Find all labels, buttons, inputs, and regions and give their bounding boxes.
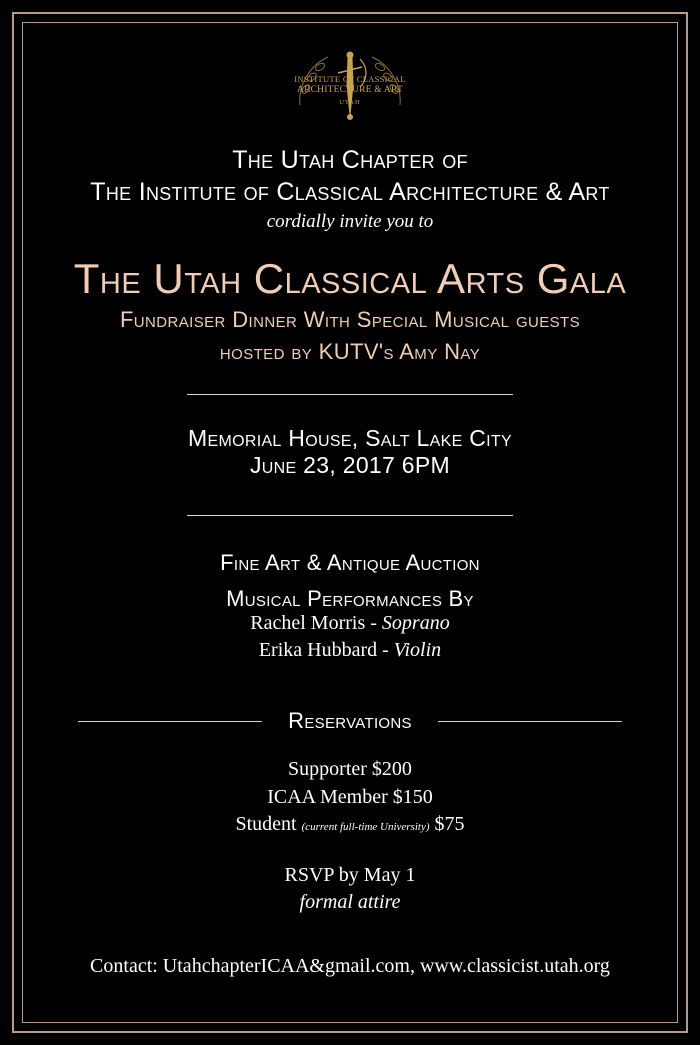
logo-emblem-icon xyxy=(290,45,410,123)
performer-1 xyxy=(0,612,700,635)
reservations-line-right xyxy=(438,721,622,722)
divider-1 xyxy=(187,394,513,395)
event-date: June 23, 2017 6PM xyxy=(250,452,450,478)
icaa-logo xyxy=(290,45,410,123)
performer-1-role: Soprano xyxy=(381,612,450,634)
rsvp-text: RSVP by May 1 xyxy=(284,864,416,886)
header-line1: The Utah Chapter of xyxy=(232,146,468,174)
header-line2: The Institute of Classical Architecture & Art xyxy=(90,178,610,206)
performer-2 xyxy=(0,639,700,662)
divider-2 xyxy=(187,515,513,516)
student-price: $75 xyxy=(429,813,465,835)
performer-2-name: Erika Hubbard - xyxy=(258,639,394,661)
invite-text: cordially invite you to xyxy=(266,211,434,232)
reservations-line-left xyxy=(78,721,262,722)
price-supporter: Supporter $200 xyxy=(288,758,412,780)
performances-label: Musical Performances By xyxy=(226,586,474,611)
event-venue: Memorial House, Salt Lake City xyxy=(188,425,512,451)
gala-subtitle-1: Fundraiser Dinner With Special Musical guests xyxy=(119,307,581,332)
price-student xyxy=(0,813,700,836)
logo-text-line1: INSTITUTE OF CLASSICAL xyxy=(294,74,406,84)
logo-text-line2: ARCHITECTURE & ART xyxy=(297,85,403,95)
auction-text: Fine Art & Antique Auction xyxy=(220,550,480,575)
student-label: Student xyxy=(235,813,302,835)
student-note: (current full-time University) xyxy=(301,821,430,833)
attire-text: formal attire xyxy=(299,891,401,913)
gala-subtitle-2: hosted by KUTV's Amy Nay xyxy=(219,339,481,364)
performer-1-name: Rachel Morris - xyxy=(250,612,382,634)
contact-text: Contact: UtahchapterICAA&gmail.com, www.classicist.utah.org xyxy=(90,955,610,977)
reservations-heading-row xyxy=(78,706,622,736)
logo-text-line3: UTAH xyxy=(339,99,361,106)
gala-title: The Utah Classical Arts Gala xyxy=(73,255,627,302)
reservations-title: Reservations xyxy=(288,708,412,733)
performer-2-role: Violin xyxy=(393,639,442,661)
price-member: ICAA Member $150 xyxy=(267,786,433,808)
